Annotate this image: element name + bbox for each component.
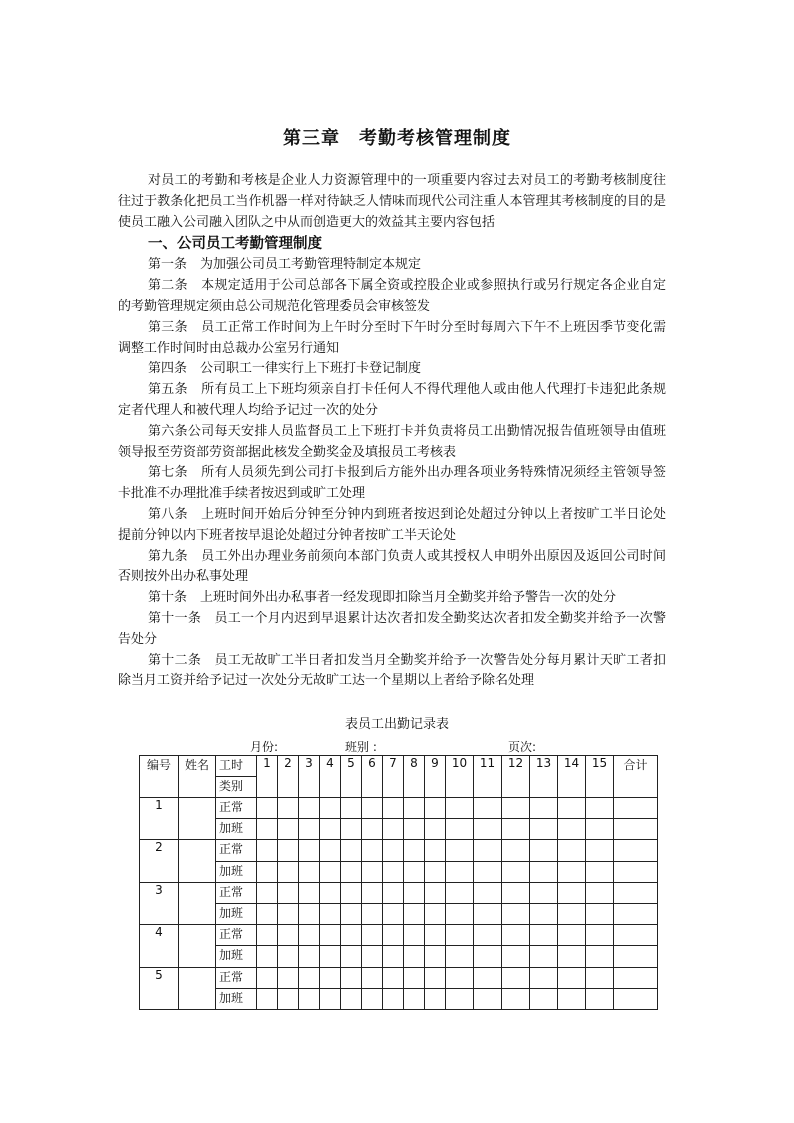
header-day: 5 <box>341 756 362 798</box>
intro-paragraph: 对员工的考勤和考核是企业人力资源管理中的一项重要内容过去对员工的考勤考核制度往往过于教条化把员工当作机器一样对待缺乏人情味而现代公司注重人本管理其考核制度的目的是使员工融入公司融入团队之中从而创造更大的效益其主要内容包括 <box>118 173 666 230</box>
row-no: 2 <box>140 840 179 882</box>
article: 第五条 所有员工上下班均须亲自打卡任何人不得代理他人或由他人代理打卡违犯此条规定者代理人和被代理人均给予记过一次的处分 <box>118 382 666 418</box>
row-type-regular: 正常 <box>216 882 257 903</box>
article: 第十一条 员工一个月内迟到早退累计达次者扣发全勤奖达次者扣发全勤奖并给予一次警告处分 <box>118 610 666 647</box>
article: 第八条 上班时间开始后分钟至分钟内到班者按迟到论处超过分钟以上者按旷工半日论处提前分钟以内下班者按早退论处超过分钟者按旷工半天论处 <box>118 506 666 543</box>
header-day: 14 <box>558 756 586 798</box>
table-row <box>140 988 658 1009</box>
table-title: 表员工出勤记录表 <box>344 717 449 732</box>
row-no: 1 <box>140 798 179 840</box>
header-day: 4 <box>320 756 341 798</box>
article: 第九条 员工外出办理业务前须向本部门负责人或其授权人申明外出原因及返回公司时间否则按外出办私事处理 <box>118 548 666 585</box>
article: 第十条 上班时间外出办私事者一经发现即扣除当月全勤奖并给予警告一次的处分 <box>148 590 617 606</box>
attendance-table <box>139 755 658 1010</box>
row-no: 5 <box>140 967 179 1009</box>
month-label: 月份: <box>250 740 279 754</box>
row-type-regular: 正常 <box>216 967 257 988</box>
header-type-line2: 类别 <box>216 777 257 798</box>
header-day: 7 <box>383 756 404 798</box>
header-day: 13 <box>530 756 558 798</box>
row-name <box>179 967 216 1009</box>
header-day: 2 <box>278 756 299 798</box>
table-header-row <box>140 756 658 777</box>
table-row <box>140 903 658 924</box>
shift-label: 班别 : <box>345 740 377 754</box>
header-day: 6 <box>362 756 383 798</box>
row-type-regular: 正常 <box>216 798 257 819</box>
header-day: 12 <box>502 756 530 798</box>
table-row <box>140 967 658 988</box>
header-name: 姓名 <box>179 756 216 798</box>
header-day: 1 <box>257 756 278 798</box>
article: 第十二条 员工无故旷工半日者扣发当月全勤奖并给予一次警告处分每月累计天旷工者扣除当月工资并给予记过一次处分无故旷工达一个星期以上者给予除名处理 <box>118 652 666 689</box>
table-row <box>140 861 658 882</box>
row-name <box>179 798 216 840</box>
row-type-regular: 正常 <box>216 840 257 861</box>
article: 第二条 本规定适用于公司总部各下属全资或控股企业或参照执行或另行规定各企业自定的考勤管理规定须由总公司规范化管理委员会审核签发 <box>118 278 666 314</box>
header-day: 15 <box>586 756 614 798</box>
row-type-overtime: 加班 <box>216 903 257 924</box>
header-day: 10 <box>446 756 474 798</box>
table-row <box>140 819 658 840</box>
row-name <box>179 882 216 924</box>
row-no: 3 <box>140 882 179 924</box>
row-type-overtime: 加班 <box>216 861 257 882</box>
body-text <box>118 171 666 692</box>
row-type-overtime: 加班 <box>216 946 257 967</box>
table-row <box>140 798 658 819</box>
header-day: 8 <box>404 756 425 798</box>
table-row <box>140 882 658 903</box>
header-no: 编号 <box>140 756 179 798</box>
row-name <box>179 840 216 882</box>
row-no: 4 <box>140 925 179 967</box>
header-day: 3 <box>299 756 320 798</box>
table-row <box>140 946 658 967</box>
article: 第六条公司每天安排人员监督员工上下班打卡并负责将员工出勤情况报告值班领导由值班领导报至劳资部劳资部据此核发全勤奖金及填报员工考核表 <box>118 423 666 460</box>
page-title: 第三章 考勤考核管理制度 <box>283 128 511 149</box>
article: 第三条 员工正常工作时间为上午时分至时下午时分至时每周六下午不上班因季节变化需调整工作时间时由总裁办公室另行通知 <box>118 319 666 356</box>
header-day: 11 <box>474 756 502 798</box>
header-day: 9 <box>425 756 446 798</box>
row-type-regular: 正常 <box>216 925 257 946</box>
row-name <box>179 925 216 967</box>
article: 第一条 为加强公司员工考勤管理特制定本规定 <box>148 257 422 273</box>
section-heading: 一、公司员工考勤管理制度 <box>148 236 322 253</box>
table-row <box>140 925 658 946</box>
header-total: 合计 <box>614 756 658 798</box>
page-label: 页次: <box>508 740 537 754</box>
article: 第七条 所有人员须先到公司打卡报到后方能外出办理各项业务特殊情况须经主管领导签卡批准不办理批准手续者按迟到或旷工处理 <box>118 465 666 502</box>
row-type-overtime: 加班 <box>216 988 257 1009</box>
header-type-line1: 工时 <box>216 756 257 777</box>
article: 第四条 公司职工一律实行上下班打卡登记制度 <box>148 361 422 377</box>
table-row <box>140 840 658 861</box>
row-type-overtime: 加班 <box>216 819 257 840</box>
